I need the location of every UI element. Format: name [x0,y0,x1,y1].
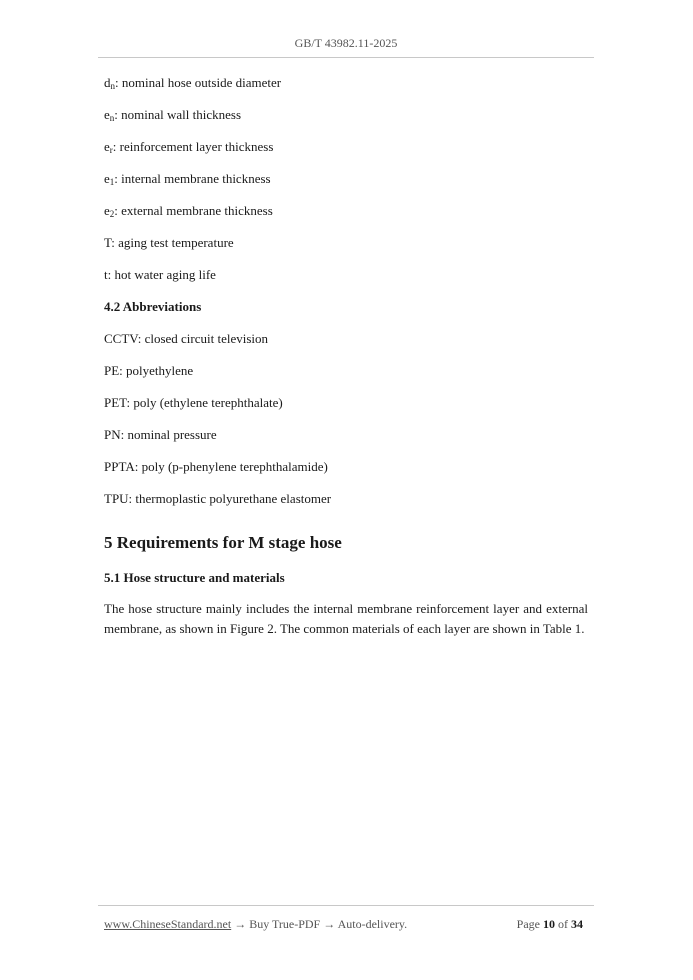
abbreviation-item: PET: poly (ethylene terephthalate) [104,395,283,410]
footer-divider [98,905,594,906]
page-content [104,74,588,639]
delivery-text: Auto-delivery. [337,917,408,931]
symbol-item: $d_n$: nominal hose outside diameter [104,75,282,91]
symbol-item: $e_r$: reinforcement layer thickness [104,139,274,155]
section-heading: 5 Requirements for M stage hose [104,533,342,552]
symbol-item: t: hot water aging life [104,267,216,282]
page-number [517,917,583,932]
page-current: 10 [543,917,555,931]
subsection-heading: 5.1 Hose structure and materials [104,570,285,585]
abbreviation-item: CCTV: closed circuit television [104,331,269,346]
symbol-item: $e_2$: external membrane thickness [104,203,273,219]
abbreviation-item: TPU: thermoplastic polyurethane elastomer [104,491,332,506]
symbol-item: $e_1$: internal membrane thickness [104,171,271,187]
site-link[interactable]: www.ChineseStandard.net [104,917,232,931]
footer-links [104,917,407,932]
abbreviation-item: PE: polyethylene [104,363,194,378]
header-divider [98,57,594,58]
symbol-item: T: aging test temperature [104,235,234,250]
abbreviation-item: PN: nominal pressure [104,427,217,442]
of-label: of [558,917,568,931]
page-label: Page [516,917,540,931]
page-header: GB/T 43982.11-2025 [294,36,398,50]
arrow-icon: → [234,917,247,931]
symbol-item: $e_n$: nominal wall thickness [104,107,242,123]
body-paragraph: The hose structure mainly includes the internal membrane reinforcement layer and external membrane, as shown in Figure 2. The common materials of each layer are shown in Table 1. [104,601,588,636]
buy-link[interactable]: Buy True-PDF [249,917,321,931]
abbreviations-heading: 4.2 Abbreviations [104,299,202,314]
arrow-icon: → [323,917,336,931]
abbreviation-item: PPTA: poly (p-phenylene terephthalamide) [104,459,328,474]
page-total: 34 [571,917,583,931]
